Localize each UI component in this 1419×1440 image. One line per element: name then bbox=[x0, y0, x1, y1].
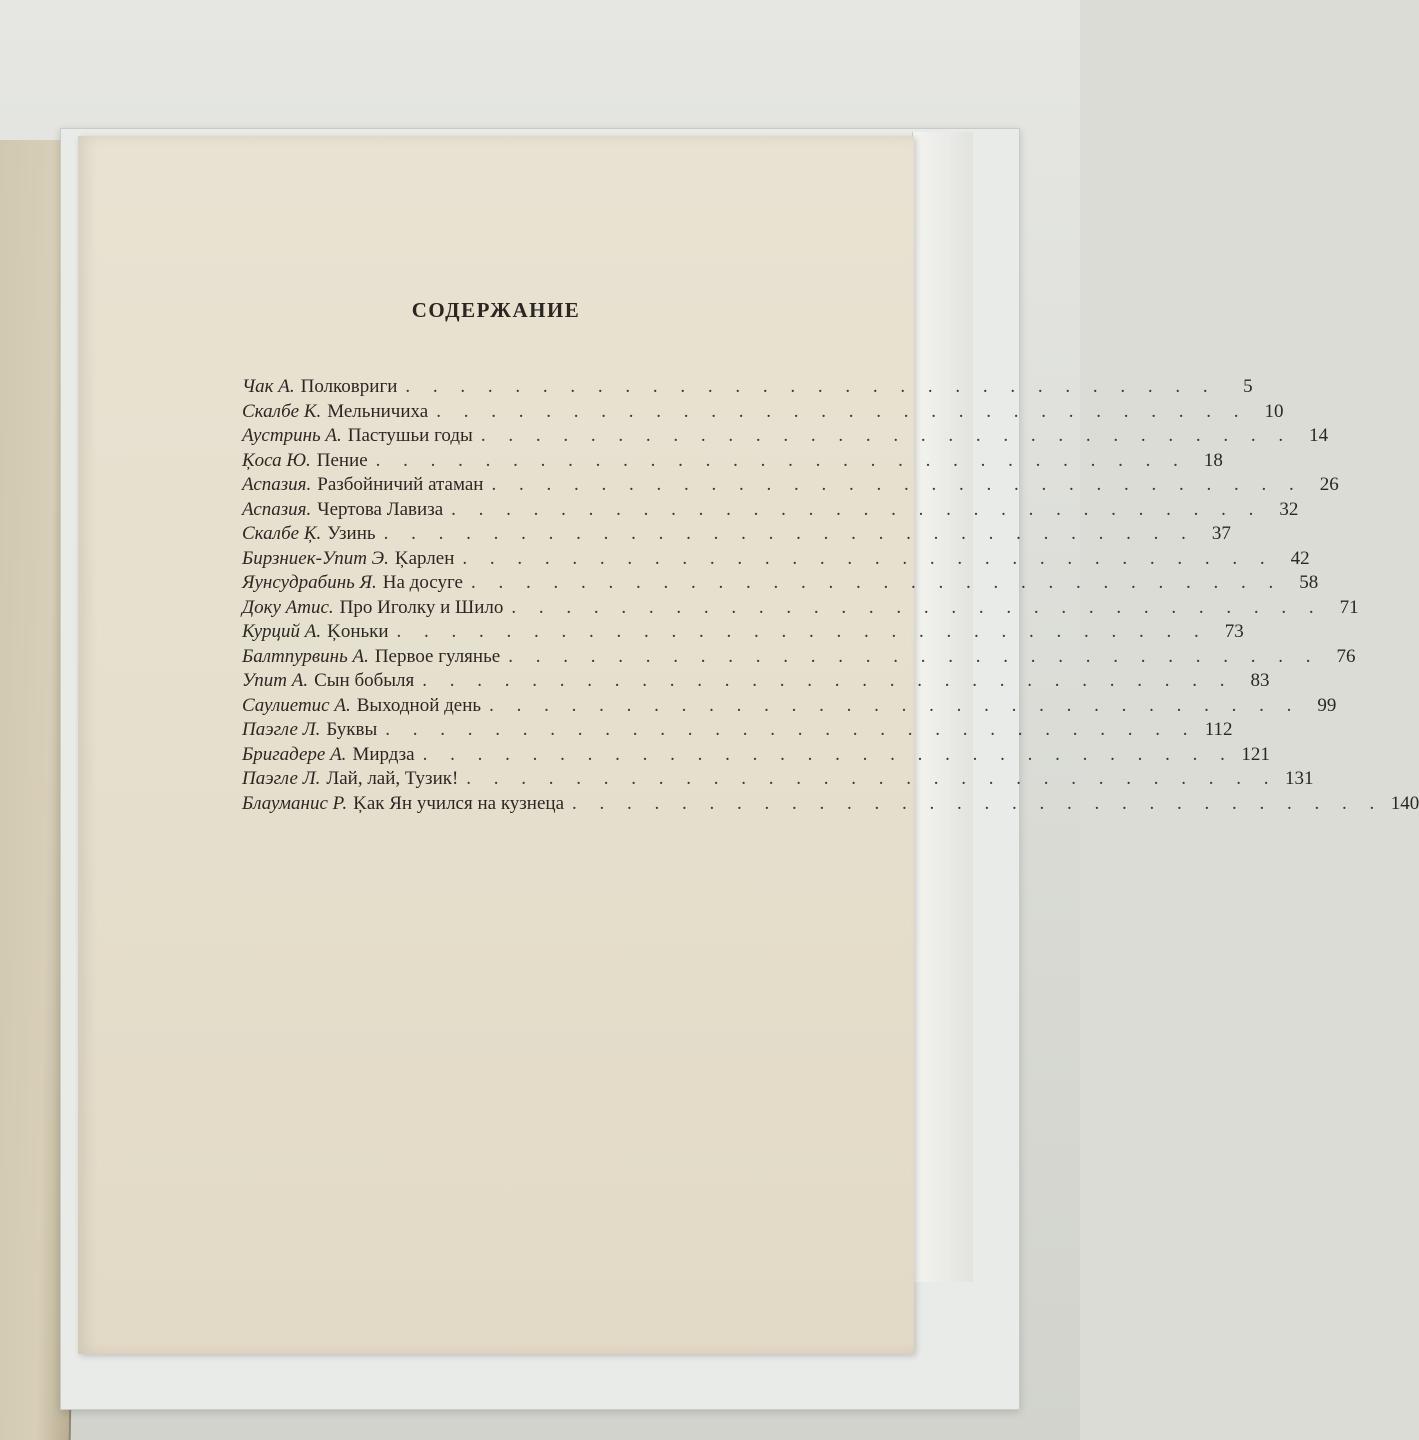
toc-work-title: Ķак Ян учился на кузнеца bbox=[353, 792, 564, 814]
table-of-contents bbox=[242, 376, 1419, 817]
toc-entry bbox=[242, 792, 1419, 818]
toc-page-number: 14 bbox=[1309, 425, 1329, 446]
toc-leader-dots: . . . . . . . . . . . . . . . . . . . . . . . . . . . . . . bbox=[470, 572, 1283, 593]
toc-title: СОДЕРЖАНИЕ bbox=[411, 298, 581, 322]
toc-page-number: 71 bbox=[1339, 596, 1359, 618]
toc-entry bbox=[242, 719, 1233, 744]
toc-work-title: Мельничиха bbox=[327, 400, 429, 422]
toc-page-number: 10 bbox=[1264, 400, 1284, 422]
toc-author: Яунсудрабинь Я. bbox=[242, 572, 377, 593]
toc-author: Аустринь А. bbox=[242, 425, 342, 446]
toc-author: Ķоса Ю. bbox=[242, 449, 311, 471]
toc-author: Скалбе Ķ. bbox=[242, 523, 322, 544]
toc-page-number: 5 bbox=[1243, 376, 1253, 397]
toc-entry bbox=[242, 670, 1270, 695]
toc-entry bbox=[242, 645, 1356, 671]
toc-author: Паэгле Л. bbox=[242, 719, 321, 740]
toc-work-title: На досуге bbox=[382, 572, 463, 593]
toc-page-number: 58 bbox=[1299, 572, 1319, 593]
toc-entry bbox=[242, 596, 1359, 622]
toc-entry bbox=[242, 572, 1319, 597]
toc-entry bbox=[242, 425, 1329, 450]
toc-entry bbox=[242, 498, 1299, 524]
toc-page-number: 121 bbox=[1241, 743, 1270, 765]
toc-leader-dots: . . . . . . . . . . . . . . . . . . . . . . . . . . . . . . bbox=[491, 474, 1303, 495]
toc-author: Чак А. bbox=[242, 376, 295, 397]
toc-leader-dots: . . . . . . . . . . . . . . . . . . . . . . . . . . . . . . bbox=[375, 449, 1187, 471]
toc-work-title: Мирдза bbox=[352, 743, 415, 765]
toc-page-number: 37 bbox=[1211, 523, 1231, 544]
toc-page-number: 73 bbox=[1224, 621, 1244, 642]
toc-work-title: Буквы bbox=[326, 719, 378, 740]
toc-leader-dots: . . . . . . . . . . . . . . . . . . . . . . . . . . . . . . bbox=[436, 400, 1248, 422]
toc-entry bbox=[242, 449, 1223, 475]
toc-page-number: 42 bbox=[1290, 547, 1310, 569]
toc-work-title: Выходной день bbox=[356, 694, 482, 716]
toc-author: Саулиетис А. bbox=[242, 694, 351, 716]
toc-leader-dots: . . . . . . . . . . . . . . . . . . . . . . . . . . . . . . bbox=[451, 498, 1263, 520]
toc-leader-dots: . . . . . . . . . . . . . . . . . . . . . . . . . . . . . . bbox=[511, 596, 1323, 618]
toc-entry bbox=[242, 523, 1231, 548]
toc-page-number: 32 bbox=[1279, 498, 1299, 520]
toc-page-number: 18 bbox=[1203, 449, 1223, 471]
toc-work-title: Первое гулянье bbox=[374, 645, 501, 667]
toc-leader-dots: . . . . . . . . . . . . . . . . . . . . . . . . . . . . . . bbox=[480, 425, 1293, 446]
toc-author: Курций А. bbox=[242, 621, 322, 642]
toc-author: Паэгле Л. bbox=[242, 768, 321, 789]
toc-work-title: Пастушьи годы bbox=[347, 425, 473, 446]
toc-author: Скалбе К. bbox=[242, 400, 322, 422]
toc-entry bbox=[242, 768, 1314, 793]
toc-leader-dots: . . . . . . . . . . . . . . . . . . . . . . . . . . . . . . bbox=[383, 523, 1195, 544]
toc-leader-dots: . . . . . . . . . . . . . . . . . . . . . . . . . . . . . . bbox=[405, 376, 1217, 397]
toc-work-title: Ķоньки bbox=[327, 621, 389, 642]
toc-leader-dots: . . . . . . . . . . . . . . . . . . . . . . . . . . . . . . bbox=[422, 743, 1234, 765]
toc-leader-dots: . . . . . . . . . . . . . . . . . . . . . . . . . . . . . . bbox=[462, 547, 1274, 569]
toc-leader-dots: . . . . . . . . . . . . . . . . . . . . . . . . . . . . . . bbox=[508, 645, 1320, 667]
toc-page-number: 83 bbox=[1250, 670, 1270, 691]
toc-entry bbox=[242, 743, 1270, 769]
toc-author: Аспазия. bbox=[242, 474, 312, 495]
toc-work-title: Лай, лай, Тузик! bbox=[326, 768, 459, 789]
toc-leader-dots: . . . . . . . . . . . . . . . . . . . . . . . . . . . . . . bbox=[422, 670, 1234, 691]
toc-leader-dots: . . . . . . . . . . . . . . . . . . . . . . . . . . . . . . bbox=[466, 768, 1278, 789]
toc-page-number: 99 bbox=[1317, 694, 1337, 716]
toc-entry bbox=[242, 376, 1253, 401]
toc-page-number: 131 bbox=[1285, 768, 1314, 789]
toc-author: Балтпурвинь А. bbox=[242, 645, 369, 667]
toc-work-title: Ķарлен bbox=[394, 547, 455, 569]
toc-leader-dots: . . . . . . . . . . . . . . . . . . . . . . . . . . . . . . bbox=[572, 792, 1384, 814]
toc-entry bbox=[242, 621, 1244, 646]
toc-leader-dots: . . . . . . . . . . . . . . . . . . . . . . . . . . . . . . bbox=[385, 719, 1197, 740]
toc-work-title: Узинь bbox=[327, 523, 376, 544]
toc-work-title: Пение bbox=[316, 449, 368, 471]
toc-leader-dots: . . . . . . . . . . . . . . . . . . . . . . . . . . . . . . bbox=[489, 694, 1301, 716]
toc-work-title: Разбойничий атаман bbox=[317, 474, 484, 495]
toc-author: Аспазия. bbox=[242, 498, 312, 520]
toc-author: Упит А. bbox=[242, 670, 309, 691]
toc-work-title: Полковриги bbox=[300, 376, 398, 397]
toc-page-number: 26 bbox=[1319, 474, 1339, 495]
toc-author: Бирзниек-Упит Э. bbox=[242, 547, 389, 569]
toc-entry bbox=[242, 474, 1339, 499]
toc-entry bbox=[242, 400, 1284, 426]
book-page bbox=[78, 136, 1419, 1354]
toc-page-number: 76 bbox=[1336, 645, 1356, 667]
toc-author: Блауманис Р. bbox=[242, 792, 348, 814]
toc-work-title: Чертова Лавиза bbox=[317, 498, 444, 520]
toc-work-title: Про Иголку и Шило bbox=[339, 596, 504, 618]
toc-page-number: 112 bbox=[1204, 719, 1233, 740]
toc-page-number: 140 bbox=[1390, 792, 1419, 814]
toc-entry bbox=[242, 694, 1337, 720]
toc-author: Бригадере А. bbox=[242, 743, 347, 765]
toc-author: Доку Атис. bbox=[242, 596, 334, 618]
toc-work-title: Сын бобыля bbox=[314, 670, 415, 691]
toc-entry bbox=[242, 547, 1310, 573]
toc-leader-dots: . . . . . . . . . . . . . . . . . . . . . . . . . . . . . . bbox=[396, 621, 1208, 642]
